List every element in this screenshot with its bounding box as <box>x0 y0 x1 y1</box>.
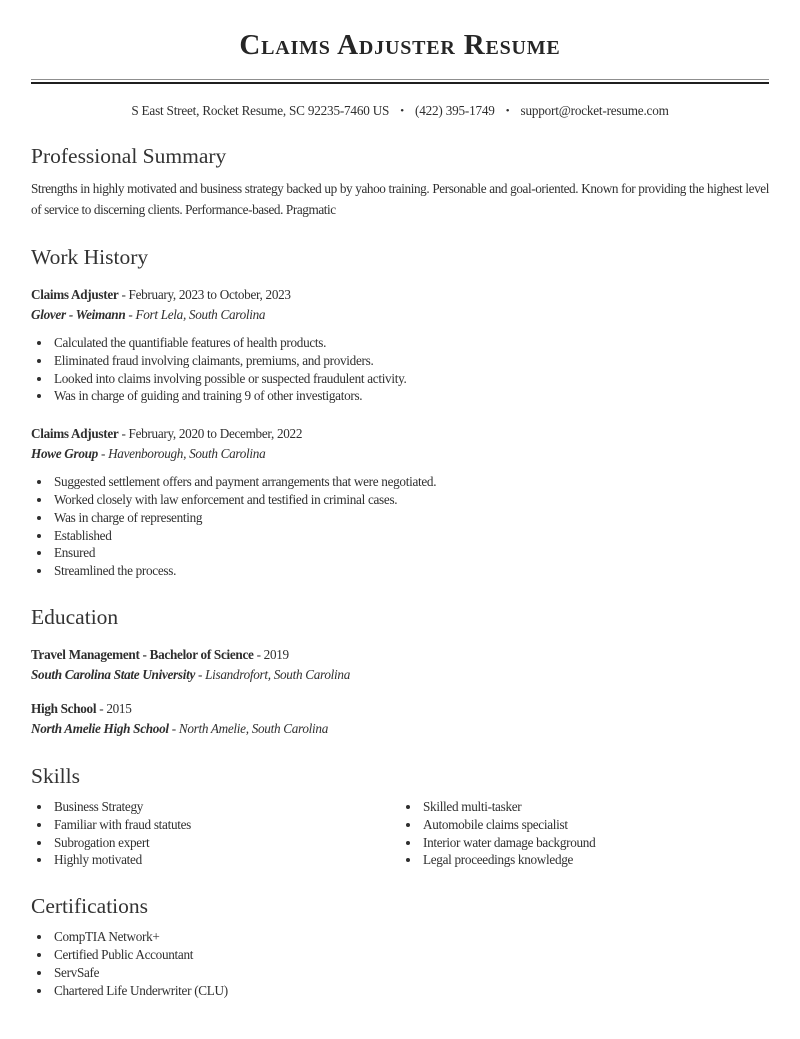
section-heading-education: Education <box>31 604 119 629</box>
job-title: Claims Adjuster <box>31 426 119 442</box>
dash-separator: - <box>171 720 176 736</box>
degree-text: High School <box>31 700 97 716</box>
duty-item: • Looked into claims involving possible or suspected fraudulent activity. <box>52 370 769 388</box>
job-duties-list <box>31 334 769 405</box>
job-dates: February, 2020 to December, 2022 <box>128 426 303 442</box>
education-entry <box>31 645 769 685</box>
degree-line <box>31 699 769 719</box>
school-line <box>31 665 769 685</box>
skills-column-right <box>400 798 769 869</box>
dash-separator: - <box>121 287 126 302</box>
job-duties-list <box>31 473 769 580</box>
section-certifications <box>31 893 769 999</box>
skill-item: • Highly motivated <box>52 851 400 869</box>
job-company-line <box>31 444 769 464</box>
school-location: Lisandrofort, South Carolina <box>205 666 350 682</box>
contact-address: S East Street, Rocket Resume, SC 92235-7460 US <box>131 103 390 118</box>
job-title-line <box>31 424 769 444</box>
job-dates: February, 2023 to October, 2023 <box>128 287 291 302</box>
job-location: Fort Lela, South Carolina <box>135 307 266 322</box>
duty-item: • Was in charge of guiding and training 9 of other investigators. <box>52 387 769 405</box>
certification-item: • ServSafe <box>52 964 769 982</box>
skill-item: • Business Strategy <box>52 798 400 816</box>
skill-item: • Subrogation expert <box>52 834 400 852</box>
section-skills <box>31 763 769 869</box>
duty-item: • Suggested settlement offers and payment arrangements that were negotiated. <box>52 473 769 491</box>
dash-separator: - <box>99 700 104 716</box>
school-name: North Amelie High School <box>31 720 169 736</box>
dash-separator: - <box>256 646 261 662</box>
skill-item: • Interior water damage background <box>421 834 769 852</box>
certification-item: • Chartered Life Underwriter (CLU) <box>52 982 769 1000</box>
job-title: Claims Adjuster <box>31 287 119 302</box>
duty-item: • Worked closely with law enforcement and testified in criminal cases. <box>52 491 769 509</box>
section-heading-certifications: Certifications <box>31 894 149 919</box>
duty-item: • Established <box>52 527 769 545</box>
job-location: Havenborough, South Carolina <box>108 446 266 462</box>
section-work-history <box>31 244 769 580</box>
skills-column-left <box>31 798 400 869</box>
graduation-year: 2019 <box>263 646 289 662</box>
dash-separator: - <box>121 426 126 442</box>
contact-email: support@rocket-resume.com <box>520 103 669 118</box>
job-company-line <box>31 305 769 325</box>
degree-text: Travel Management - Bachelor of Science <box>31 646 254 662</box>
skill-item: • Skilled multi-tasker <box>421 798 769 816</box>
school-location: North Amelie, South Carolina <box>178 720 328 736</box>
education-entry <box>31 699 769 739</box>
section-heading-professional-summary: Professional Summary <box>31 144 227 168</box>
section-heading-skills: Skills <box>31 763 80 788</box>
duty-item: • Streamlined the process. <box>52 562 769 580</box>
company-name: Howe Group <box>31 446 98 462</box>
duty-item: • Calculated the quantifiable features of health products. <box>52 334 769 352</box>
page-title: Claims Adjuster Resume <box>239 29 561 61</box>
duty-item: • Eliminated fraud involving claimants, premiums, and providers. <box>52 352 769 370</box>
dash-separator: - <box>128 307 133 322</box>
contact-line <box>31 103 769 119</box>
skill-item: • Automobile claims specialist <box>421 816 769 834</box>
skill-item: • Legal proceedings knowledge <box>421 851 769 869</box>
skill-item: • Familiar with fraud statutes <box>52 816 400 834</box>
job-entry <box>31 285 769 405</box>
dash-separator: - <box>198 666 203 682</box>
degree-line <box>31 645 769 665</box>
contact-phone: (422) 395-1749 <box>415 103 495 118</box>
school-line <box>31 719 769 739</box>
certification-item: • Certified Public Accountant <box>52 946 769 964</box>
header-divider <box>31 79 769 84</box>
duty-item: • Was in charge of representing <box>52 509 769 527</box>
company-name: Glover - Weimann <box>31 307 126 322</box>
certifications-list <box>31 928 769 999</box>
graduation-year: 2015 <box>106 700 132 716</box>
section-professional-summary <box>31 143 769 220</box>
skills-columns <box>31 789 769 869</box>
summary-text: Strengths in highly motivated and business strategy backed up by yahoo training. Personable and goal-oriented. Known for providing the highest level of service to discerning clients. Performance-based. Pragmatic <box>31 181 769 217</box>
section-education <box>31 604 769 739</box>
bullet-separator: • <box>505 105 510 117</box>
dash-separator: - <box>100 446 106 462</box>
certification-item: • CompTIA Network+ <box>52 928 769 946</box>
job-entry <box>31 424 769 580</box>
school-name: South Carolina State University <box>31 666 196 682</box>
section-heading-work-history: Work History <box>31 245 149 269</box>
duty-item: • Ensured <box>52 544 769 562</box>
bullet-separator: • <box>400 105 404 117</box>
job-title-line <box>31 285 769 305</box>
